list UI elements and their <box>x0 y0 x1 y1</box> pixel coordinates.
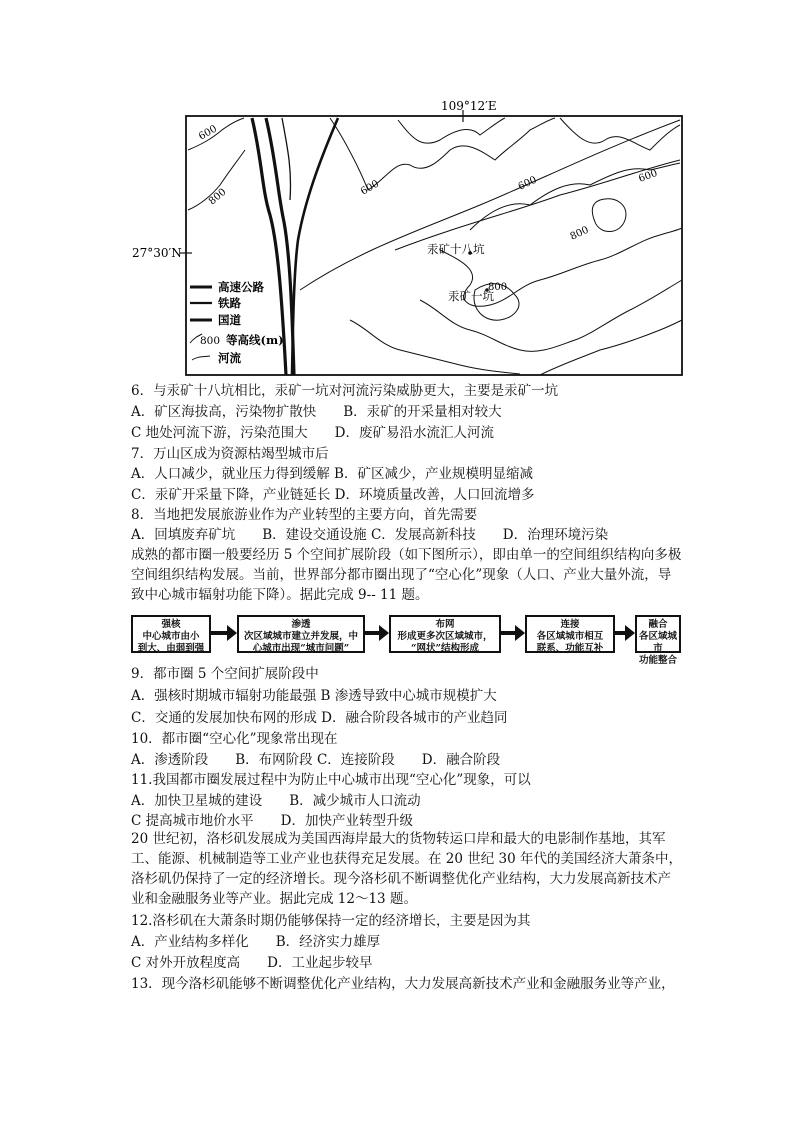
flow-stage <box>389 615 501 653</box>
passage-metropolitan: 成熟的都市圈一般要经历 5 个空间扩展阶段（如下图所示），即由单一的空间组织结构向多极空间组织结构发展。当前，世界部分都市圈出现了“空心化”现象（人口、产业大量外流，导致中心城市辐射功能下降）。据此完成 9-- 11 题。 <box>131 547 682 603</box>
flow-stage-title: 融合 <box>648 619 668 630</box>
flow-stage-desc: 中心城市由小 <box>142 631 200 642</box>
question-6: 6．与汞矿十八坑相比，汞矿一坑对河流污染威胁更大，主要是汞矿一坑 <box>131 383 559 399</box>
flow-arrow-head <box>379 625 389 641</box>
flow-diagram <box>131 612 681 666</box>
contour-label: 800 <box>488 282 508 293</box>
flow-stage-desc: 次区域城市建立并发展，中 <box>243 631 358 642</box>
legend-contour: 等高线(m) <box>226 333 284 347</box>
flow-stage-desc: 心城市出现“城市问题” <box>252 643 350 654</box>
question-12-options-cd: C 对外开放程度高 D．工业起步较早 <box>131 955 373 971</box>
question-9-options-cd: C．交通的发展加快布网的形成 D．融合阶段各城市的产业趋同 <box>131 710 508 726</box>
question-11: 11.我国都市圈发展过程中为防止中心城市出现“空心化”现象，可以 <box>131 772 531 788</box>
flow-stage-desc: 各区域城市 <box>638 631 677 654</box>
flow-stage-desc: 到大、由弱到强 <box>137 643 205 654</box>
site-label-18: 汞矿十八坑 <box>427 242 485 256</box>
question-6-options-ab: A．矿区海拔高，污染物扩散快 B．汞矿的开采量相对较大 <box>131 404 502 420</box>
contour-label: 600 <box>516 174 539 193</box>
question-10-options: A．渗透阶段 B．布网阶段 C．连接阶段 D．融合阶段 <box>131 752 501 768</box>
contour-label: 600 <box>359 178 382 198</box>
question-10: 10．都市圈“空心化”现象常出现在 <box>131 731 338 747</box>
flow-arrow <box>365 631 379 635</box>
flow-stage-desc: 联系、功能互补 <box>536 643 604 654</box>
contour-label: 600 <box>637 167 659 185</box>
flow-stage <box>237 615 365 653</box>
question-8-options: A．回填废弃矿坑 B．建设交通设施 C．发展高新科技 D．治理环境污染 <box>131 527 609 543</box>
flow-arrow <box>211 631 227 635</box>
site-label-1: 汞矿一坑 <box>448 289 494 303</box>
question-12: 12.洛杉矶在大萧条时期仍能够保持一定的经济增长，主要是因为其 <box>131 913 531 929</box>
contour-label: 800 <box>206 186 229 208</box>
latitude-label: 27°30′N <box>132 246 182 260</box>
flow-stage <box>131 615 211 653</box>
question-8: 8．当地把发展旅游业作为产业转型的主要方向，首先需要 <box>131 507 478 523</box>
flow-stage <box>525 615 615 653</box>
flow-arrow-head <box>515 625 525 641</box>
flow-arrow-head <box>625 625 635 641</box>
flow-stage <box>635 615 681 666</box>
question-7-options-cd: C．汞矿开采量下降，产业链延长 D．环境质量改善，人口回流增多 <box>131 487 535 503</box>
flow-stage-title: 强核 <box>161 619 181 630</box>
topographic-map <box>0 0 800 380</box>
question-7: 7．万山区成为资源枯竭型城市后 <box>131 446 329 462</box>
question-6-options-cd: C 地处河流下游，污染范围大 D．废矿易沿水流汇人河流 <box>131 425 494 441</box>
flow-stage-title: 渗透 <box>291 619 311 630</box>
question-12-options-ab: A．产业结构多样化 B．经济实力雄厚 <box>131 934 381 950</box>
question-9: 9．都市圈 5 个空间扩展阶段中 <box>131 666 319 682</box>
legend-highway: 高速公路 <box>218 280 264 294</box>
flow-stage-title: 布网 <box>435 619 455 630</box>
flow-stage-title: 连接 <box>560 619 580 630</box>
question-11-options-ab: A．加快卫星城的建设 B．减少城市人口流动 <box>131 793 421 809</box>
passage-los-angeles: 20 世纪初，洛杉矶发展成为美国西海岸最大的货物转运口岸和最大的电影制作基地，其军工、能源、机械制造等工业产业也获得充足发展。在 20 世纪 30 年代的美国经济大萧条中，洛杉矶仍保持了一定的经济增长。现今洛杉矶不断调整优化产业结构，大力发展高新技术产业和金融服务业等产业。据此完成 12～13 题。 <box>131 831 683 907</box>
question-9-options-ab: A．强核时期城市辐射功能最强 B 渗透导致中心城市规模扩大 <box>131 688 497 704</box>
flow-arrow <box>501 631 515 635</box>
flow-stage-desc: 形成更多次区域城市， <box>397 631 493 642</box>
contour-label: 800 <box>568 224 591 243</box>
question-13: 13．现今洛杉矶能够不断调整优化产业结构，大力发展高新技术产业和金融服务业等产业， <box>131 976 675 992</box>
flow-arrow-head <box>227 625 237 641</box>
flow-stage-desc: 各区域城市相互 <box>536 631 604 642</box>
longitude-label: 109°12′E <box>441 99 497 113</box>
flow-stage-desc: 功能整合 <box>638 655 677 666</box>
flow-stage-desc: “网状”结构形成 <box>411 643 479 654</box>
question-11-options-cd: C 提高城市地价水平 D．加快产业转型升级 <box>131 813 413 829</box>
question-7-options-ab: A．人口减少，就业压力得到缓解 B．矿区减少，产业规模明显缩减 <box>131 466 533 482</box>
legend-contour-value: 800 <box>200 335 221 347</box>
contour-label: 600 <box>197 123 220 143</box>
legend-railway: 铁路 <box>218 296 241 310</box>
legend-river: 河流 <box>218 351 241 365</box>
legend-national-road: 国道 <box>218 313 241 327</box>
